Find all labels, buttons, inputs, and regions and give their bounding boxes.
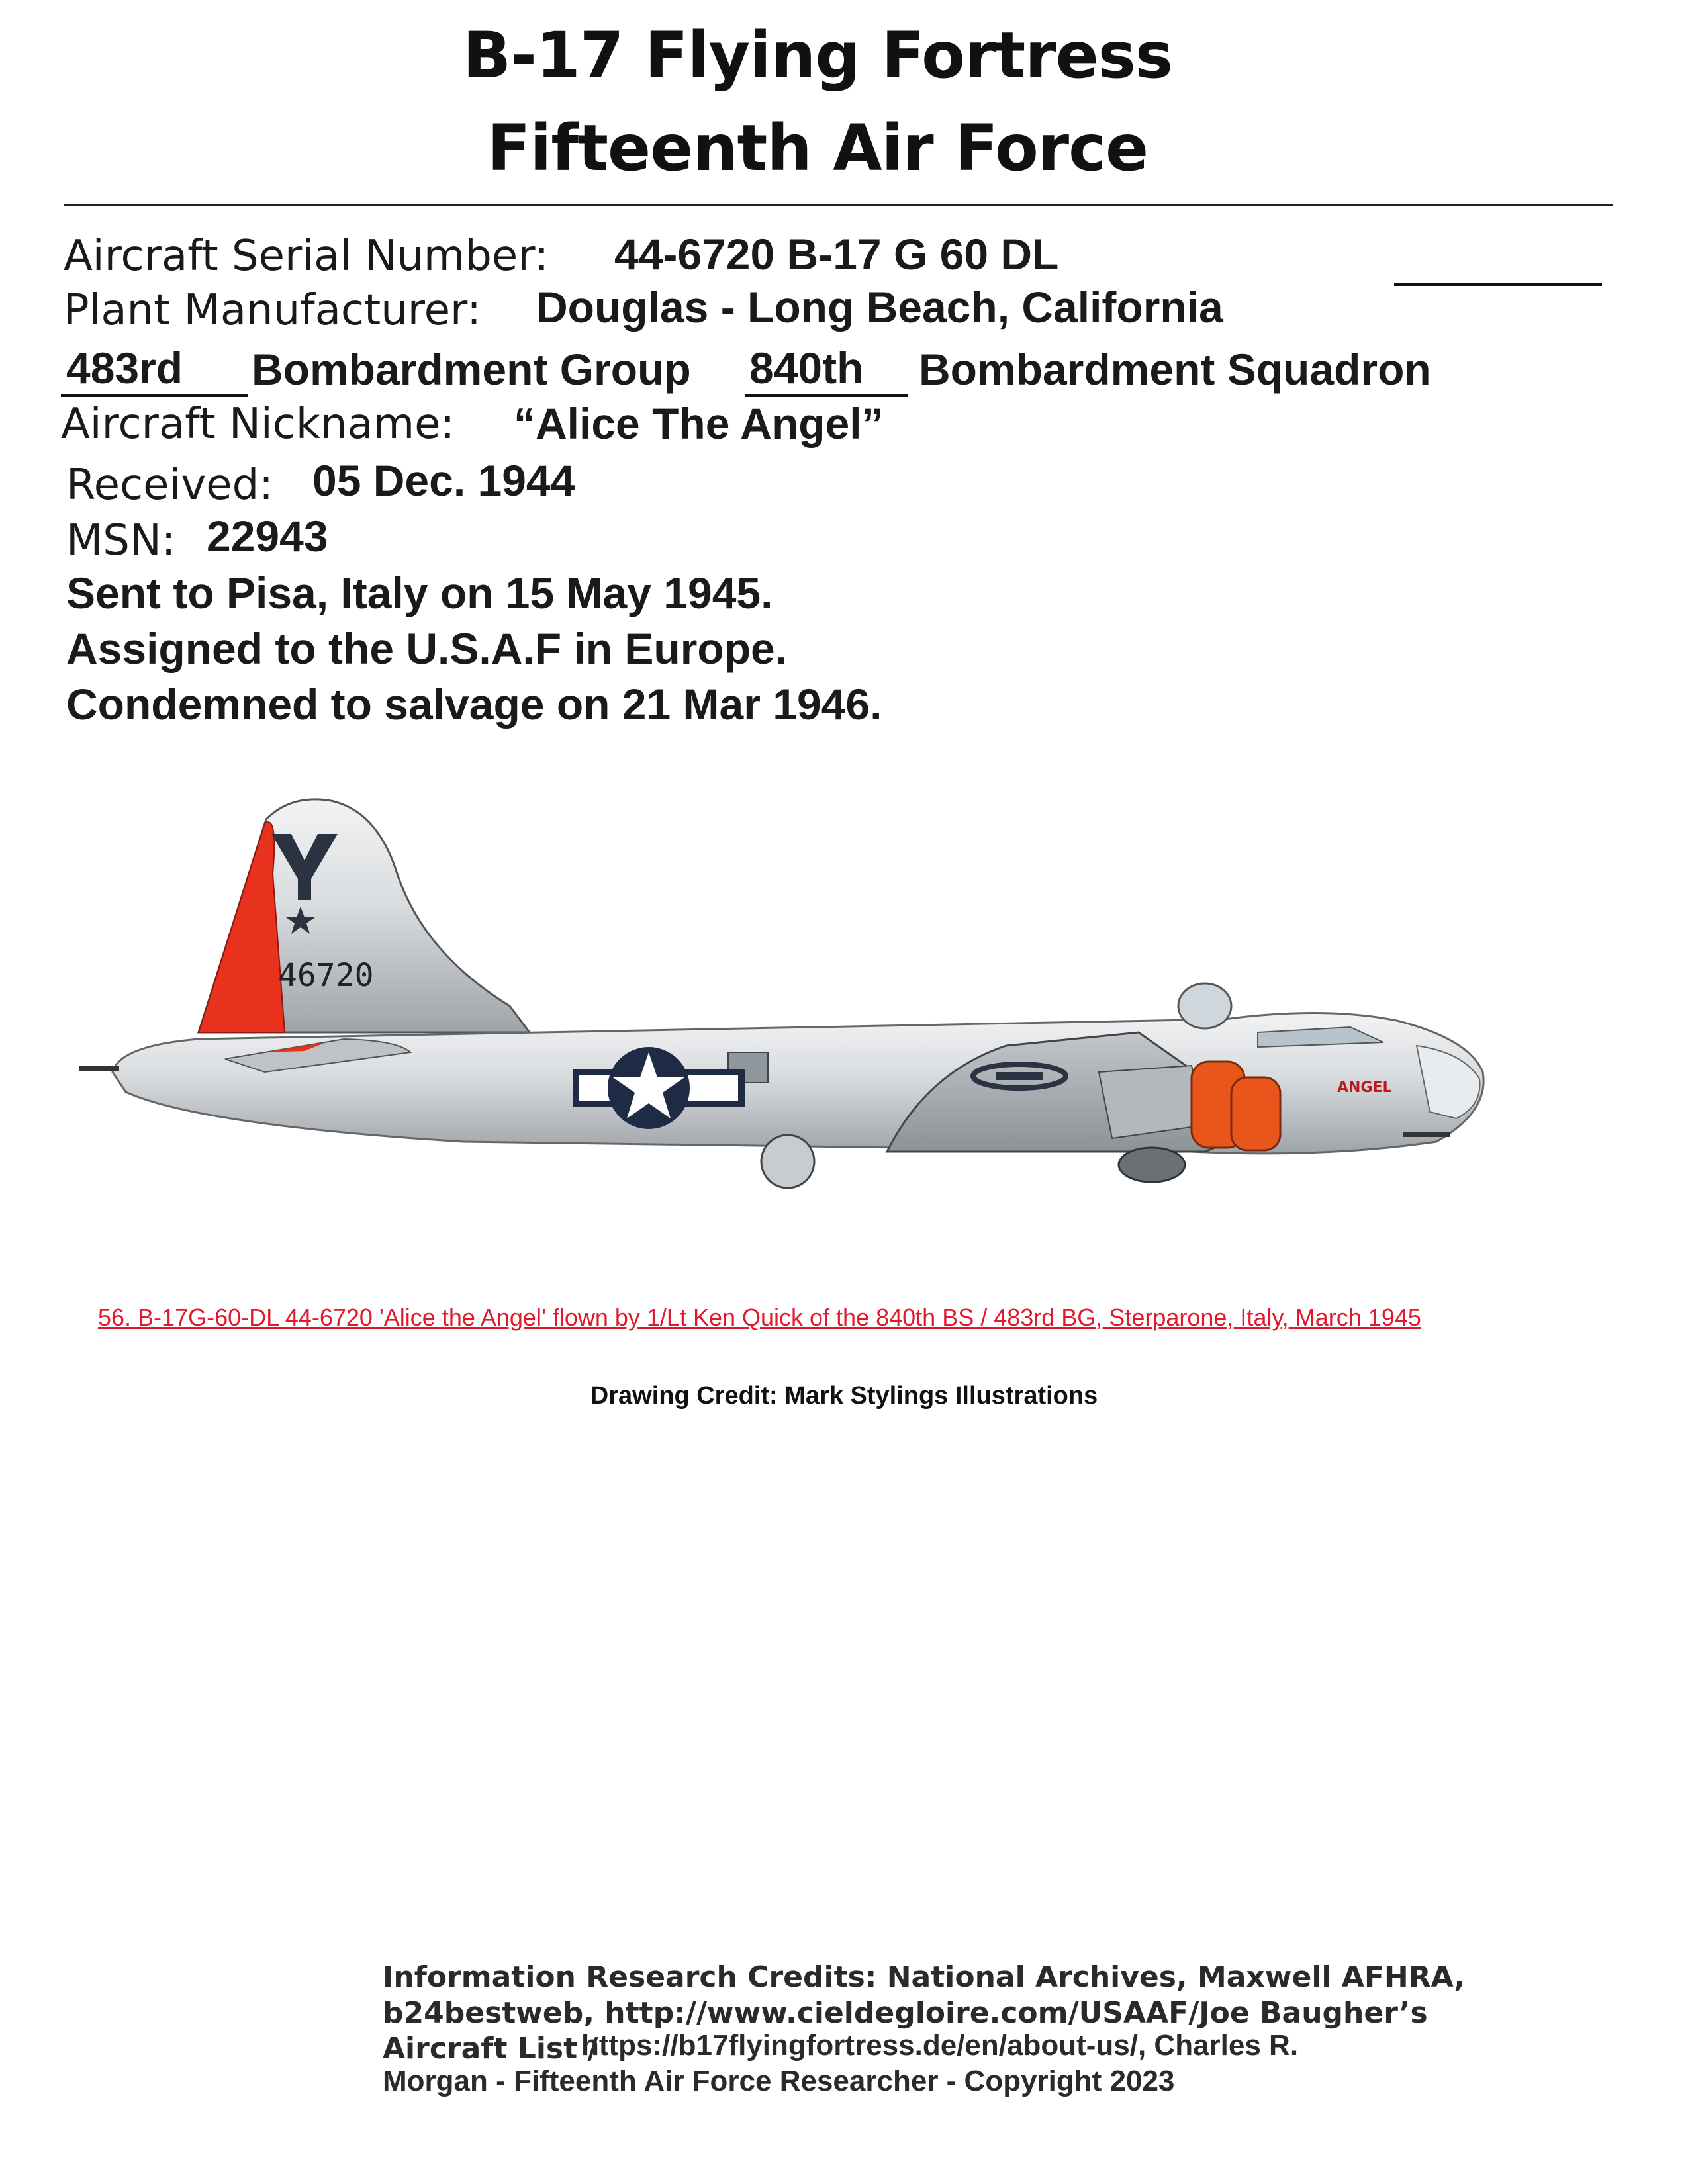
squadron-label: Bombardment Squadron xyxy=(919,345,1431,394)
blank-line xyxy=(1394,283,1602,286)
serial-number-value: 44-6720 B-17 G 60 DL xyxy=(614,230,1059,279)
manufacturer-value: Douglas - Long Beach, California xyxy=(536,283,1223,332)
nickname-value: “Alice The Angel” xyxy=(514,399,884,448)
received-value: 05 Dec. 1944 xyxy=(312,456,575,505)
group-value: 483rd xyxy=(66,343,183,392)
nickname-label: Aircraft Nickname: xyxy=(61,400,455,449)
received-label: Received: xyxy=(66,461,273,510)
top-turret xyxy=(1178,983,1231,1028)
drawing-credit: Drawing Credit: Mark Stylings Illustrations xyxy=(590,1382,1098,1410)
group-label: Bombardment Group xyxy=(252,345,691,394)
history-line: Sent to Pisa, Italy on 15 May 1945. xyxy=(66,569,773,617)
red-rudder xyxy=(199,822,285,1032)
page-title: B-17 Flying Fortress xyxy=(462,19,1173,93)
engine-cowling xyxy=(1231,1077,1280,1150)
footer-copyright: Morgan - Fifteenth Air Force Researcher - Copyright 2023 xyxy=(383,2065,1175,2097)
main-landing-gear xyxy=(1119,1148,1185,1182)
squadron-value: 840th xyxy=(749,343,864,392)
msn-value: 22943 xyxy=(207,512,328,561)
title-divider xyxy=(64,204,1613,206)
footer-credits-line: Information Research Credits: National Archives, Maxwell AFHRA, xyxy=(383,1960,1466,1994)
chin-turret-gun xyxy=(1403,1132,1450,1137)
nose-art: ANGEL xyxy=(1337,1079,1392,1096)
ball-turret xyxy=(761,1135,814,1188)
tail-gun xyxy=(79,1066,119,1071)
msn-label: MSN: xyxy=(66,516,176,565)
history-line: Condemned to salvage on 21 Mar 1946. xyxy=(66,680,882,729)
squadron-underline xyxy=(745,394,908,397)
serial-number-label: Aircraft Serial Number: xyxy=(64,232,549,281)
footer-credits-link: https://b17flyingfortress.de/en/about-us/, Charles R. xyxy=(581,2029,1299,2062)
footer-credits-line: Aircraft List / xyxy=(383,2032,598,2066)
history-line: Assigned to the U.S.A.F in Europe. xyxy=(66,624,788,673)
illustration-caption: 56. B-17G-60-DL 44-6720 'Alice the Angel' flown by 1/Lt Ken Quick of the 840th BS / 483rd BG, Sterparone, Italy, March 1945 xyxy=(98,1304,1421,1331)
footer-credits-line: b24bestweb, http://www.cieldegloire.com/USAAF/Joe Baugher’s xyxy=(383,1996,1428,2030)
group-underline xyxy=(61,394,248,397)
tail-number: 46720 xyxy=(278,957,374,994)
page-subtitle: Fifteenth Air Force xyxy=(487,111,1149,185)
manufacturer-label: Plant Manufacturer: xyxy=(64,286,481,335)
b17-aircraft-illustration xyxy=(66,781,1562,1244)
